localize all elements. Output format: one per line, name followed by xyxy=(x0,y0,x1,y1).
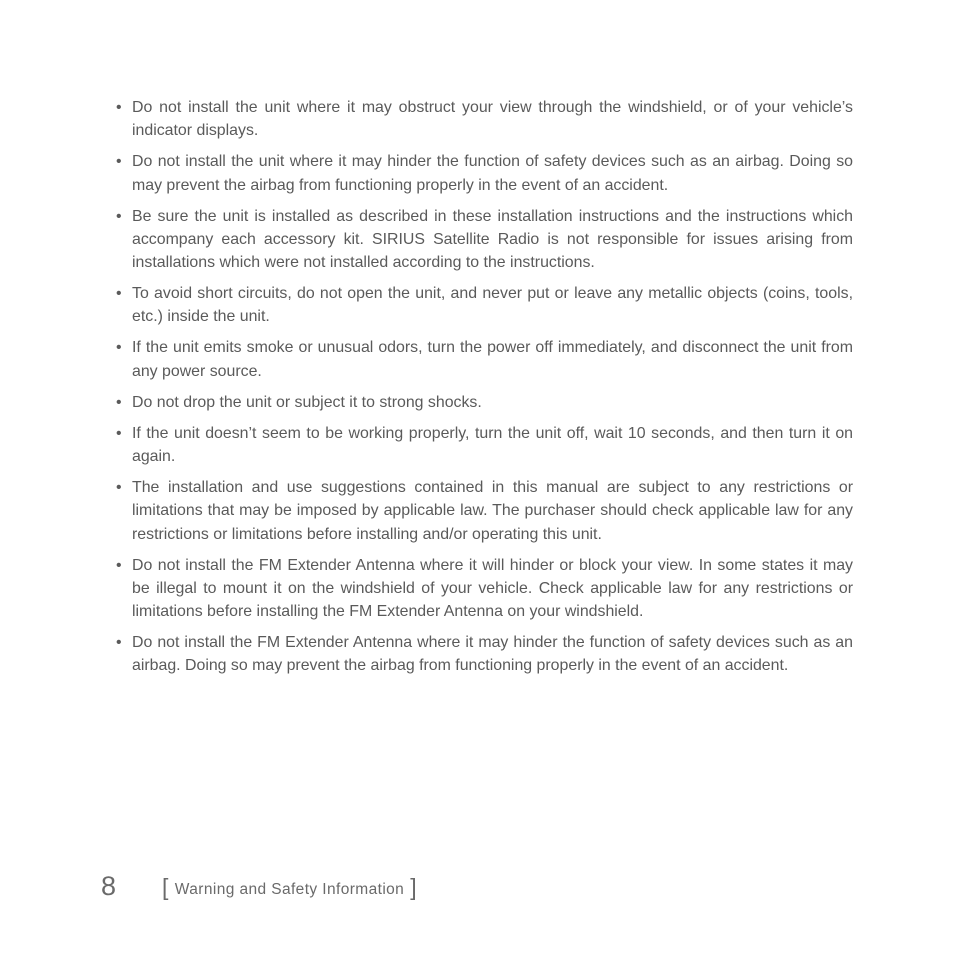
list-item xyxy=(116,554,853,624)
bullet-dot: • xyxy=(116,207,122,225)
running-footer xyxy=(162,870,417,907)
list-item xyxy=(116,282,853,329)
bullet-text: Do not install the unit where it may hinder the function of safety devices such as an airbag. Doing so may prevent the airbag from functioning properly in the event of an accident. xyxy=(132,153,853,194)
bullet-text: If the unit doesn’t seem to be working properly, turn the unit off, wait 10 seconds, and then turn it on again. xyxy=(132,424,853,465)
list-item xyxy=(116,391,853,414)
bullet-dot: • xyxy=(116,393,122,411)
bullet-dot: • xyxy=(116,153,122,171)
bullet-text: Do not drop the unit or subject it to strong shocks. xyxy=(132,393,482,411)
bullet-dot: • xyxy=(116,285,122,303)
list-item xyxy=(116,336,853,383)
bullet-dot: • xyxy=(116,99,122,116)
footer-bracket-open: [ xyxy=(162,874,169,900)
list-item xyxy=(116,476,853,546)
page-number: 8 xyxy=(101,871,117,901)
list-item xyxy=(116,631,853,678)
bullet-dot: • xyxy=(116,556,122,574)
safety-bullet-list xyxy=(116,96,853,678)
bullet-dot: • xyxy=(116,424,122,442)
footer-section-title: Warning and Safety Information xyxy=(174,881,405,898)
bullet-text: Do not install the unit where it may obstruct your view through the windshield, or of your vehicle’s indicator displays. xyxy=(132,99,853,140)
bullet-text: The installation and use suggestions contained in this manual are subject to any restrictions or limitations that may be imposed by applicable law. The purchaser should check applicable law for any restrictions or limitations before installing and/or operating this unit. xyxy=(132,478,853,543)
list-item xyxy=(116,96,853,143)
bullet-dot: • xyxy=(116,339,122,357)
bullet-text: To avoid short circuits, do not open the unit, and never put or leave any metallic objects (coins, tools, etc.) inside the unit. xyxy=(132,285,853,326)
list-item xyxy=(116,205,853,275)
bullet-text: If the unit emits smoke or unusual odors, turn the power off immediately, and disconnect the unit from any power source. xyxy=(132,339,853,380)
bullet-text: Do not install the FM Extender Antenna where it will hinder or block your view. In some states it may be illegal to mount it on the windshield of your vehicle. Check applicable law for any restrictions or limitations before installing the FM Extender Antenna on your windshield. xyxy=(132,556,853,621)
footer-bracket-close: ] xyxy=(410,874,417,900)
bullet-dot: • xyxy=(116,634,122,652)
document-body xyxy=(116,96,853,678)
bullet-text: Do not install the FM Extender Antenna where it may hinder the function of safety devices such as an airbag. Doing so may prevent the airbag from functioning properly in the event of an accident. xyxy=(132,634,853,675)
bullet-dot: • xyxy=(116,478,122,496)
list-item xyxy=(116,150,853,197)
bullet-text: Be sure the unit is installed as described in these installation instructions and the instructions which accompany each accessory kit. SIRIUS Satellite Radio is not responsible for issues arising from installations which were not installed according to the instructions. xyxy=(132,207,853,272)
list-item xyxy=(116,422,853,469)
